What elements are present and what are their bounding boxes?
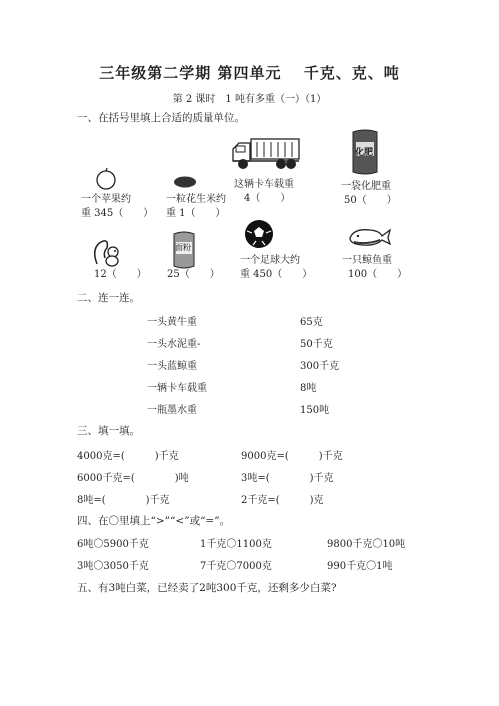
fertilizer-caption-2: 50（ ）	[344, 195, 397, 206]
compare-item-4: 3吨〇3050千克	[77, 561, 149, 572]
football-caption-1: 一个足球大约	[240, 255, 300, 266]
page-title: 三年级第二学期 第四单元 千克、克、吨	[99, 64, 400, 82]
fill-item-3: 6000千克=( )吨	[77, 473, 189, 484]
lesson-subtitle: 第 2 课时 1 吨有多重（一）（1）	[172, 94, 327, 105]
truck-caption-2: 4（ ）	[244, 193, 291, 204]
football-icon	[244, 219, 274, 249]
truck-caption-1: 这辆卡车载重	[234, 179, 294, 190]
apple-caption-2: 重 345（ ）	[81, 208, 154, 219]
match-left-3: 一头蓝鲸重	[147, 361, 197, 372]
compare-item-2: 1千克〇1100克	[200, 539, 272, 550]
apple-caption-1: 一个苹果约	[81, 194, 131, 205]
section2-heading: 二、连一连。	[77, 292, 140, 304]
fertilizer-label: 化肥	[355, 148, 374, 158]
whale-caption-1: 一只鲸鱼重	[342, 255, 392, 266]
whale-caption-2: 100（ ）	[348, 269, 408, 280]
flour-caption: 25（ ）	[167, 269, 220, 280]
match-left-4: 一辆卡车载重	[147, 383, 207, 394]
peanut-icon	[172, 175, 198, 189]
match-left-5: 一瓶墨水重	[147, 405, 197, 416]
apple-icon	[95, 168, 117, 190]
section1-heading: 一、在括号里填上合适的质量单位。	[77, 112, 245, 124]
football-caption-2: 重 450（ ）	[240, 269, 313, 280]
fill-item-6: 2千克=( )克	[241, 495, 324, 506]
match-left-2: 一头水泥重-	[147, 339, 201, 350]
compare-item-6: 990千克〇1吨	[327, 561, 393, 572]
section3-heading: 三、填一填。	[77, 425, 140, 437]
whale-icon	[346, 224, 392, 248]
match-right-2: 50千克	[300, 339, 333, 350]
section4-heading: 四、在〇里填上“>”“<”或“=”。	[77, 515, 231, 527]
fill-item-4: 3吨=( )千克	[241, 473, 334, 484]
match-right-3: 300千克	[300, 361, 340, 372]
peanut-caption-2: 重 1（ ）	[166, 208, 226, 219]
match-right-4: 8吨	[300, 383, 317, 394]
fill-item-5: 8吨=( )千克	[77, 495, 170, 506]
fill-item-2: 9000克=( )千克	[241, 451, 343, 462]
squirrel-caption: 12（ ）	[94, 269, 147, 280]
truck-icon	[231, 137, 301, 171]
peanut-caption-1: 一粒花生米约	[166, 194, 226, 205]
compare-item-5: 7千克〇7000克	[200, 561, 272, 572]
squirrel-icon	[91, 238, 123, 268]
section5-heading: 五、有3吨白菜，已经卖了2吨300千克，还剩多少白菜?	[77, 582, 337, 594]
match-left-1: 一头黄牛重	[147, 317, 197, 328]
compare-item-1: 6吨〇5900千克	[77, 539, 149, 550]
fill-item-1: 4000克=( )千克	[77, 451, 179, 462]
match-right-5: 150吨	[300, 405, 330, 416]
compare-item-3: 9800千克〇10吨	[327, 539, 406, 550]
flour-label: 面粉	[175, 243, 191, 252]
fertilizer-caption-1: 一袋化肥重	[341, 181, 391, 192]
match-right-1: 65克	[300, 317, 323, 328]
